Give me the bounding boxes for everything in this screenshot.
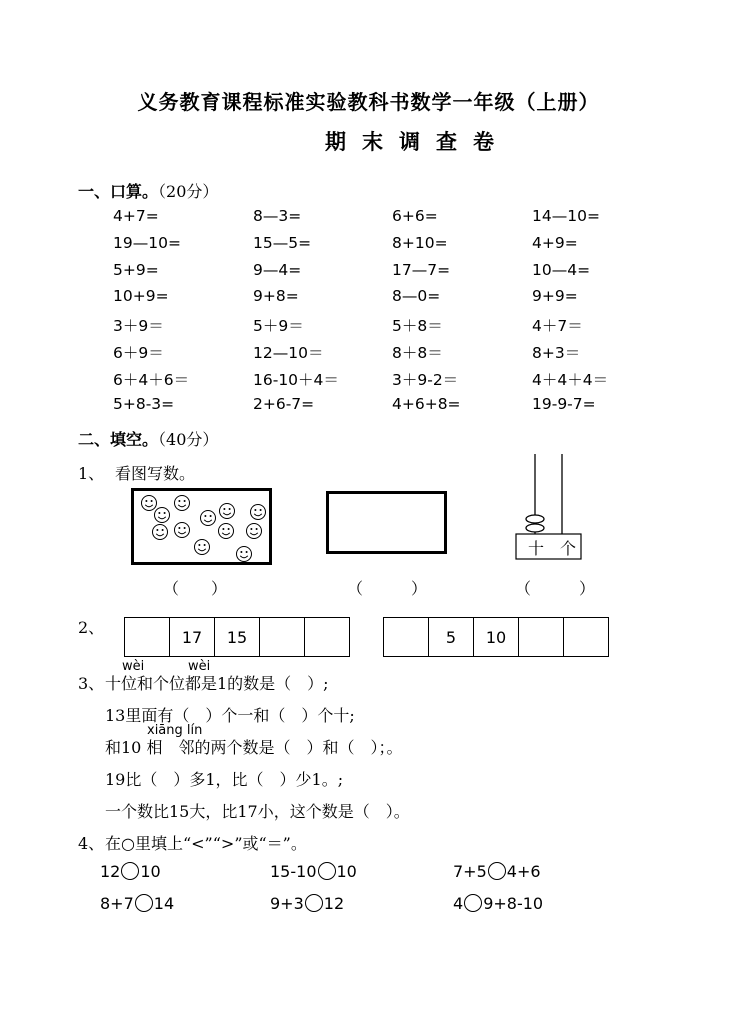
smiley-face-icon	[175, 496, 190, 511]
number-sequence-1	[124, 617, 350, 657]
empty-picture-box	[326, 491, 447, 554]
smiley-face-icon	[220, 504, 235, 519]
calc-item: 6＋4＋6＝	[113, 370, 190, 389]
calc-item: 3＋9-2＝	[392, 370, 459, 389]
sequence-cell[interactable]	[384, 618, 429, 656]
q4-label: 4、	[78, 834, 105, 853]
calc-item: 4+9=	[532, 233, 578, 252]
q4-text: 在○里填上“<”“>”或“＝”。	[105, 834, 307, 853]
compare-item: 12 10	[100, 862, 161, 881]
calc-item: 19—10=	[113, 233, 181, 252]
q3-line2: 13里面有（ ）个一和（ ）个十;	[105, 706, 355, 725]
calc-item: 9+8=	[253, 287, 299, 306]
calc-item: 4+6+8=	[392, 394, 461, 413]
q3-line5: 一个数比15大，比17小，这个数是（ ）。	[105, 802, 410, 821]
calc-item: 4+7=	[113, 207, 159, 225]
sequence-cell[interactable]	[305, 618, 349, 656]
calc-item: 14—10=	[532, 207, 600, 225]
q2-label: 2、	[78, 618, 105, 637]
sequence-cell[interactable]	[125, 618, 170, 656]
section2-header	[78, 427, 218, 450]
smiley-face-icon	[195, 540, 210, 555]
calc-item: 5+9=	[113, 260, 159, 279]
pinyin-xiangling: xiāng lín	[147, 723, 203, 738]
answer-blank-2[interactable]: （ ）	[347, 579, 428, 598]
answer-circle-icon[interactable]	[318, 862, 336, 880]
abacus-tens-label: 十	[528, 539, 545, 558]
smiley-face-icon	[201, 511, 216, 526]
pinyin-wei-1: wèi	[122, 659, 145, 674]
abacus-icon	[510, 452, 590, 562]
calc-item: 8＋8＝	[392, 344, 443, 362]
calc-item: 4＋7＝	[532, 317, 583, 336]
number-sequence-2	[383, 617, 609, 657]
section2-heading: 二、填空。	[78, 430, 159, 449]
sequence-cell: 17	[170, 618, 215, 656]
sequence-cell[interactable]	[519, 618, 564, 656]
answer-circle-icon[interactable]	[121, 862, 139, 880]
section1-heading: 一、口算。	[78, 182, 159, 201]
sequence-cell[interactable]	[260, 618, 305, 656]
calc-item: 10+9=	[113, 287, 169, 306]
document-subtitle: 期末调查卷	[325, 129, 510, 154]
answer-circle-icon[interactable]	[135, 894, 153, 912]
sequence-cell: 10	[474, 618, 519, 656]
compare-item: 9+3 12	[270, 894, 345, 913]
calc-item: 5+8-3=	[113, 394, 175, 413]
calc-item: 5＋9＝	[253, 317, 304, 336]
pinyin-wei-2: wèi	[188, 659, 211, 674]
smiley-faces	[134, 491, 269, 562]
answer-circle-icon[interactable]	[488, 862, 506, 880]
calc-item: 4＋4＋4＝	[532, 370, 609, 389]
calc-item: 16-10＋4＝	[253, 370, 339, 389]
q3-label: 3、	[78, 674, 105, 693]
q1-text: 看图写数。	[115, 464, 196, 483]
calc-item: 9+9=	[532, 287, 578, 306]
compare-item: 15-10 10	[270, 862, 357, 881]
answer-circle-icon[interactable]	[305, 894, 323, 912]
smiley-picture-box	[131, 488, 272, 565]
answer-blank-1[interactable]: （ ）	[163, 579, 228, 598]
answer-blank-3[interactable]: （ ）	[515, 579, 596, 598]
section1-score: （20分）	[158, 182, 219, 201]
sequence-cell[interactable]	[564, 618, 608, 656]
compare-item: 8+7 14	[100, 894, 175, 913]
compare-item: 4 9+8-10	[453, 894, 544, 913]
sequence-cell: 15	[215, 618, 260, 656]
sequence-cell: 5	[429, 618, 474, 656]
calc-item: 6＋9＝	[113, 344, 164, 362]
q1-label: 1、	[78, 464, 105, 483]
calc-item: 6+6=	[392, 207, 438, 225]
section1-header	[78, 179, 218, 202]
q3-line4: 19比（ ）多1，比（ ）少1。;	[105, 770, 344, 789]
calc-item: 8+3＝	[532, 344, 581, 362]
calc-item: 8—3=	[253, 207, 302, 225]
compare-item: 7+5 4+6	[453, 862, 541, 881]
q3-line1: 十位和个位都是1的数是（ ）;	[105, 674, 329, 693]
smiley-face-icon	[237, 547, 252, 562]
calc-item: 3＋9＝	[113, 317, 164, 336]
smiley-face-icon	[153, 525, 168, 540]
smiley-face-icon	[251, 505, 266, 520]
document-title: 义务教育课程标准实验教科书数学一年级（上册）	[137, 90, 600, 114]
calc-item: 5＋8＝	[392, 317, 443, 336]
smiley-face-icon	[155, 508, 170, 523]
calc-item: 8—0=	[392, 287, 441, 306]
calc-item: 19-9-7=	[532, 394, 596, 413]
abacus-ones-label: 个	[560, 539, 577, 558]
answer-circle-icon[interactable]	[464, 894, 482, 912]
calc-item: 8+10=	[392, 233, 448, 252]
calc-item: 15—5=	[253, 233, 312, 252]
section2-score: （40分）	[158, 430, 219, 449]
calc-item: 9—4=	[253, 260, 302, 279]
smiley-face-icon	[142, 496, 157, 511]
q3-line3: 和10 相 邻的两个数是（ ）和（ ）；。	[105, 738, 403, 757]
calc-item: 17—7=	[392, 260, 451, 279]
calc-item: 10—4=	[532, 260, 591, 279]
smiley-face-icon	[247, 524, 262, 539]
calc-item: 2+6-7=	[253, 394, 315, 413]
smiley-face-icon	[219, 524, 234, 539]
calc-item: 12—10＝	[253, 344, 324, 362]
smiley-face-icon	[175, 523, 190, 538]
